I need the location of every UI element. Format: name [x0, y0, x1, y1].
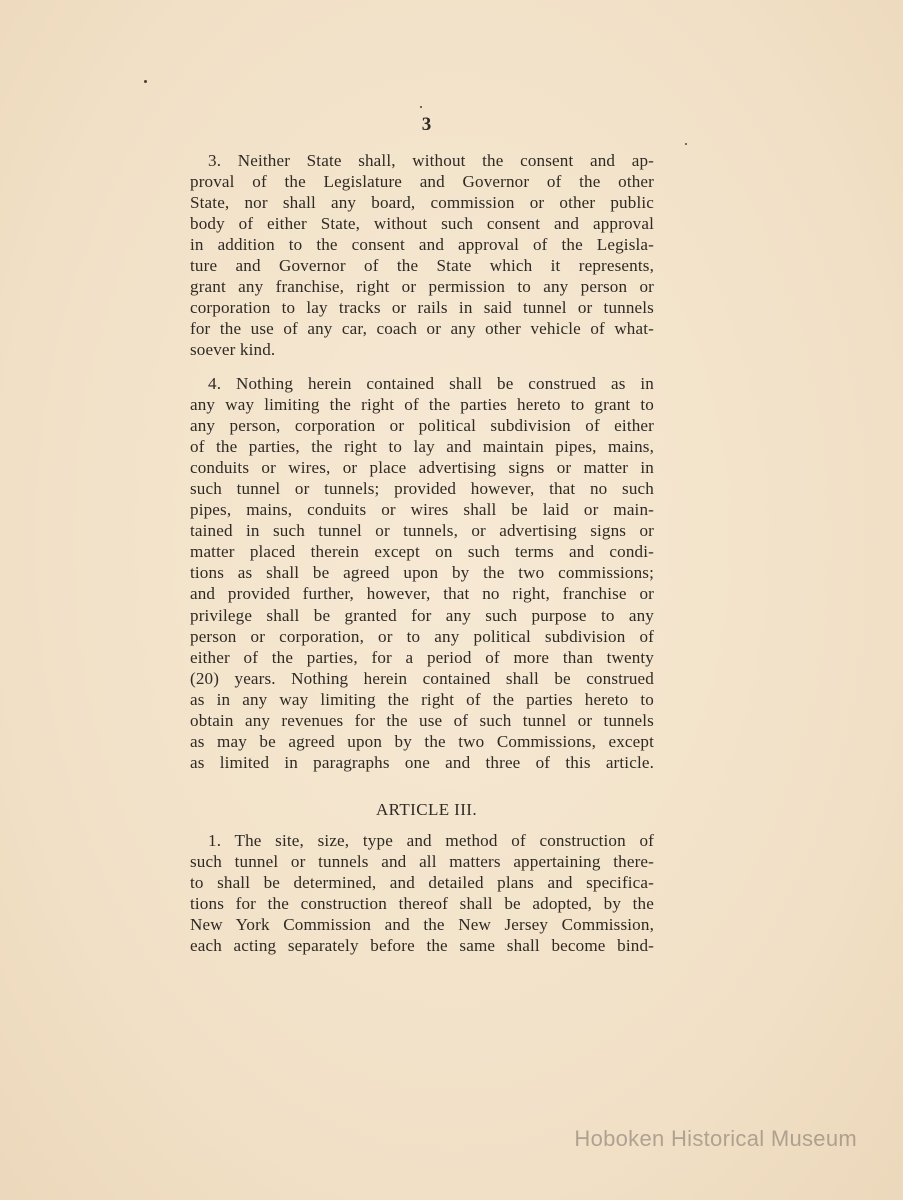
- paragraph-line: State, nor shall any board, commission or other public: [190, 193, 654, 213]
- paragraph-line: conduits or wires, or place advertising signs or matter in: [190, 458, 654, 478]
- paragraph-line: 4. Nothing herein contained shall be construed as in: [208, 374, 654, 393]
- paragraph-line: person or corporation, or to any political subdivision of: [190, 626, 654, 646]
- paragraph-line: such tunnel or tunnels; provided however, that no such: [190, 479, 654, 499]
- paragraph-line: any way limiting the right of the parties hereto to grant to: [190, 395, 654, 415]
- paragraph-line: soever kind.: [190, 340, 276, 360]
- paragraph-4: [190, 373, 654, 773]
- paragraph-line: of the parties, the right to lay and maintain pipes, mains,: [190, 437, 654, 457]
- paragraph-line: matter placed therein except on such terms and condi-: [190, 542, 654, 562]
- page-number: 3: [421, 114, 432, 135]
- article-3-paragraph-1: [190, 830, 654, 956]
- paragraph-line: proval of the Legislature and Governor of the other: [190, 172, 654, 192]
- paragraph-line: grant any franchise, right or permission to any person or: [190, 277, 654, 297]
- paper-speck: [685, 143, 687, 145]
- paragraph-line: tained in such tunnel or tunnels, or advertising signs or: [190, 521, 654, 541]
- paragraph-line: 3. Neither State shall, without the consent and ap-: [208, 151, 654, 170]
- article-heading: ARTICLE III.: [375, 800, 478, 819]
- paper-speck: [420, 106, 422, 108]
- paragraph-line: privilege shall be granted for any such purpose to any: [190, 605, 654, 625]
- paragraph-3: [190, 150, 654, 360]
- paragraph-line: New York Commission and the New Jersey Commission,: [190, 915, 654, 935]
- paragraph-line: such tunnel or tunnels and all matters appertaining there-: [190, 852, 654, 872]
- paragraph-line: as in any way limiting the right of the parties hereto to: [190, 689, 654, 709]
- paragraph-line: (20) years. Nothing herein contained shall be construed: [190, 668, 654, 688]
- paragraph-line: in addition to the consent and approval of the Legisla-: [190, 235, 654, 255]
- paragraph-line: and provided further, however, that no right, franchise or: [190, 584, 654, 604]
- paragraph-line: either of the parties, for a period of more than twenty: [190, 647, 654, 667]
- paper-speck: [144, 80, 147, 83]
- paragraph-line: 1. The site, size, type and method of construction of: [208, 831, 654, 850]
- paragraph-line: each acting separately before the same shall become bind-: [190, 936, 654, 956]
- paragraph-line: obtain any revenues for the use of such tunnel or tunnels: [190, 710, 654, 730]
- paragraph-line: to shall be determined, and detailed plans and specifica-: [190, 873, 654, 893]
- paragraph-line: for the use of any car, coach or any other vehicle of what-: [190, 319, 654, 339]
- paragraph-line: body of either State, without such consent and approval: [190, 214, 654, 234]
- paragraph-line: any person, corporation or political subdivision of either: [190, 416, 654, 436]
- paragraph-line: pipes, mains, conduits or wires shall be laid or main-: [190, 500, 654, 520]
- paragraph-line: ture and Governor of the State which it represents,: [190, 256, 654, 276]
- museum-watermark: Hoboken Historical Museum: [574, 1126, 857, 1151]
- paragraph-line: corporation to lay tracks or rails in said tunnel or tunnels: [190, 298, 654, 318]
- paragraph-line: as may be agreed upon by the two Commissions, except: [190, 731, 654, 751]
- paragraph-line: tions as shall be agreed upon by the two commissions;: [190, 563, 654, 583]
- paragraph-line: as limited in paragraphs one and three of this article.: [190, 752, 654, 772]
- paragraph-line: tions for the construction thereof shall be adopted, by the: [190, 894, 654, 914]
